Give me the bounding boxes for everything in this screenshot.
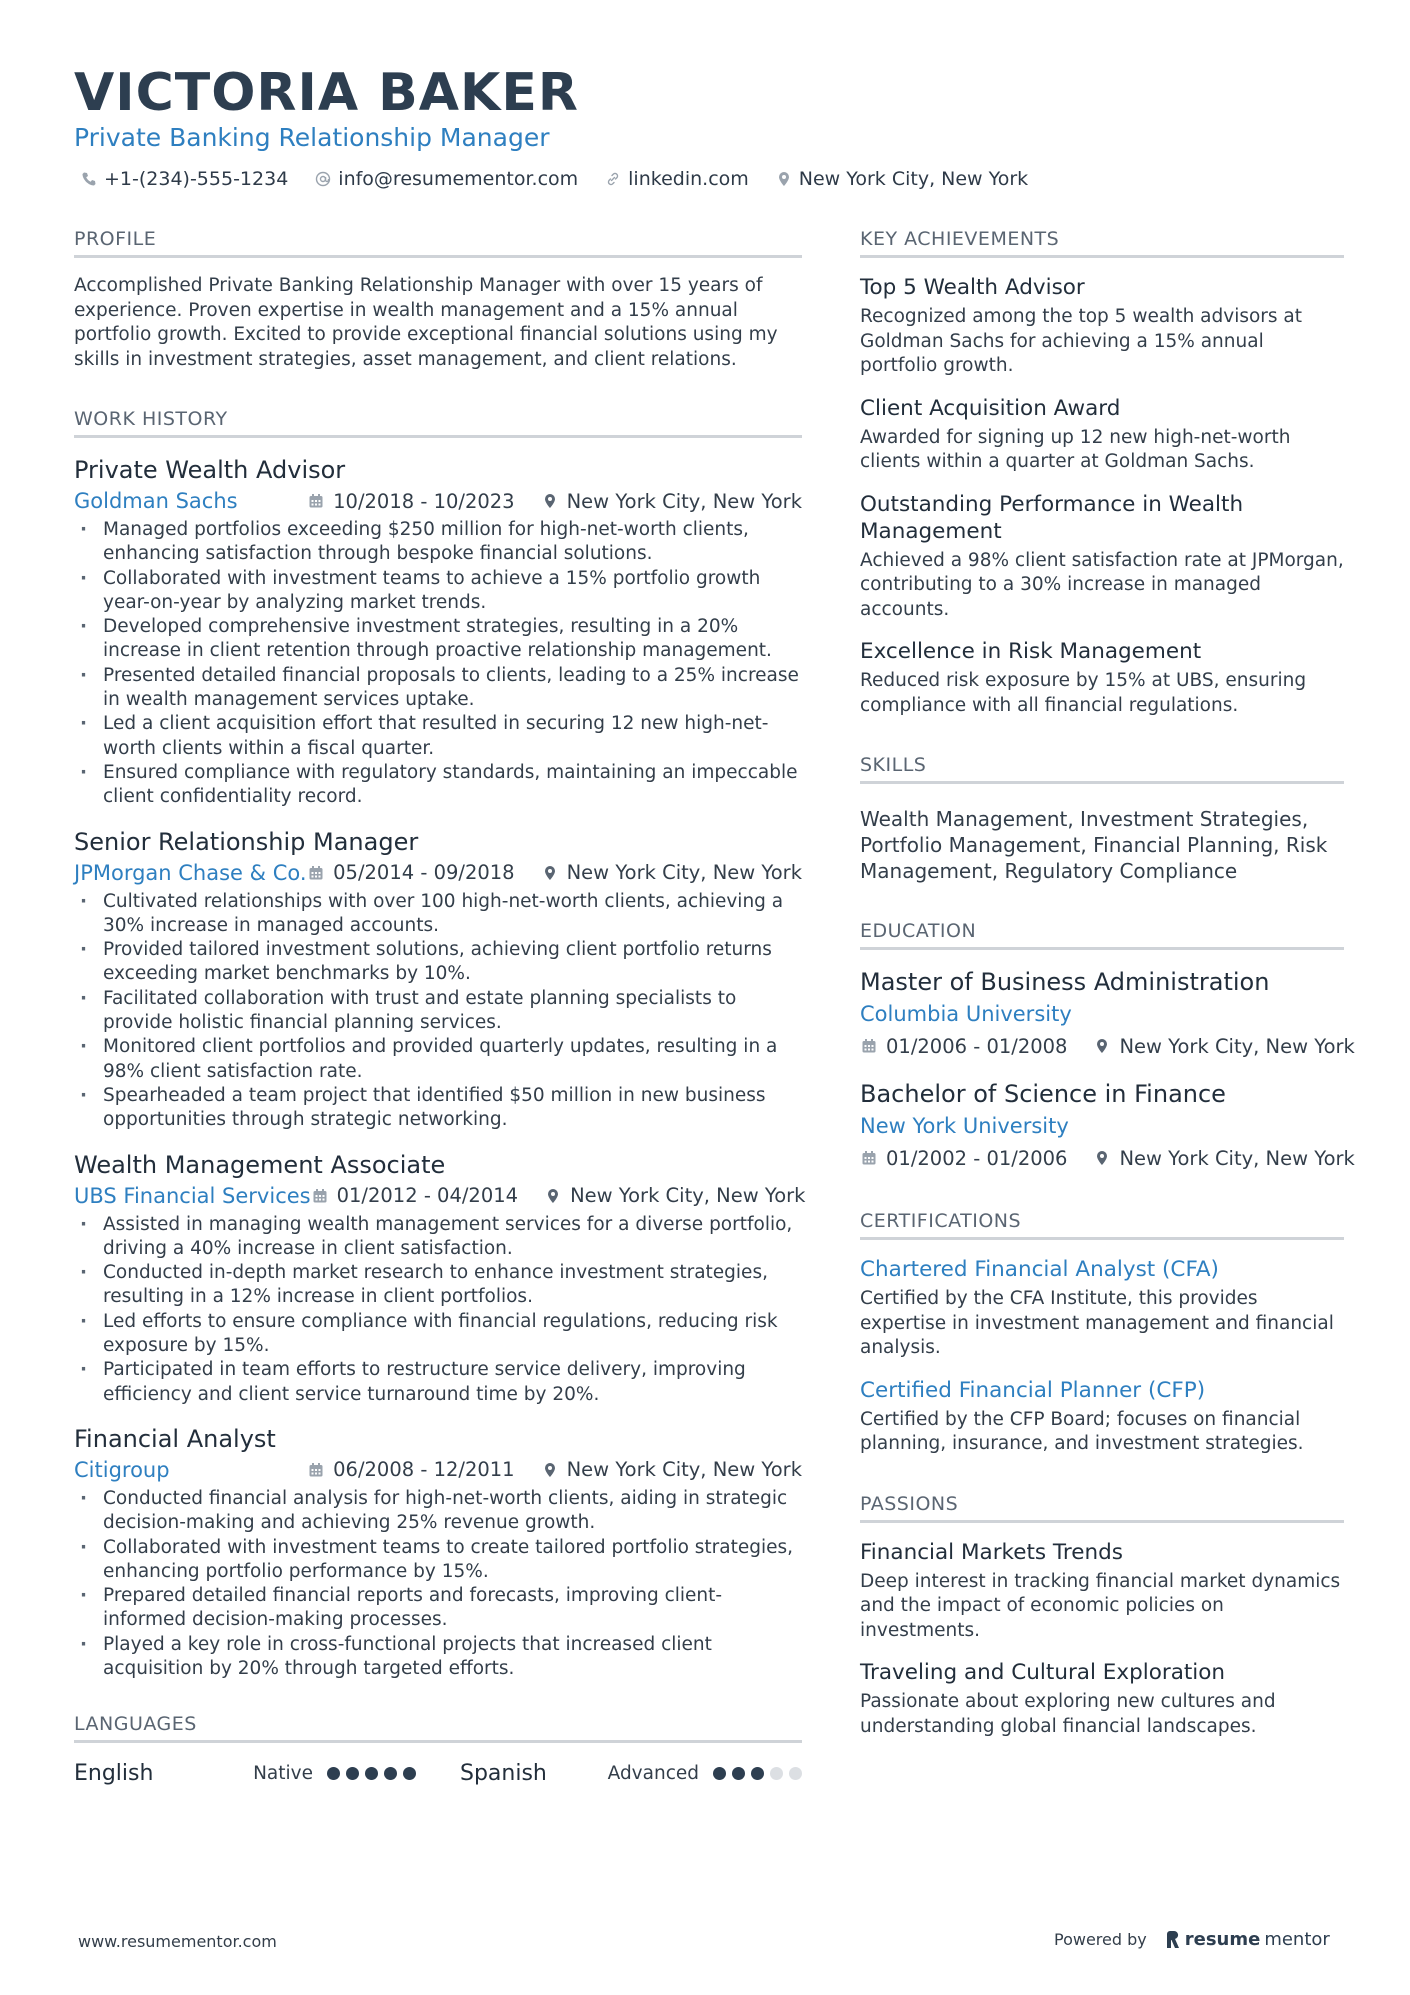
company-name[interactable]: Goldman Sachs — [74, 489, 238, 513]
education-list — [860, 966, 1355, 1174]
location-pin-icon — [541, 492, 559, 510]
job-bullets — [74, 518, 802, 810]
calendar-icon — [311, 1187, 329, 1205]
education-dates — [860, 1147, 1067, 1170]
job-bullet: · Collaborated with investment teams to create tailored portfolio strategies, enhancing portfolio performance by 15%. — [74, 1536, 802, 1585]
job-dates-text: 10/2018 - 10/2023 — [333, 489, 515, 513]
passion-desc: Passionate about exploring new cultures and understanding global financial landscapes. — [860, 1691, 1276, 1737]
contact-email — [314, 168, 578, 190]
rating-dot-filled — [751, 1767, 764, 1780]
achievement-item — [860, 274, 1344, 379]
achievement-list — [860, 274, 1344, 718]
contact-bar — [80, 168, 1028, 190]
job-meta — [74, 858, 802, 888]
at-icon — [314, 170, 332, 188]
location-pin-icon — [1093, 1037, 1111, 1055]
section-title: EDUCATION — [860, 918, 1344, 950]
certification-desc: Certified by the CFA Institute, this provides expertise in investment management and financial analysis. — [860, 1288, 1334, 1358]
candidate-role: Private Banking Relationship Manager — [74, 123, 550, 152]
language-list — [74, 1757, 802, 1789]
company-name[interactable]: Citigroup — [74, 1457, 170, 1482]
language-name: Spanish — [460, 1760, 547, 1786]
achievement-item — [860, 638, 1344, 718]
rating-dot-filled — [384, 1767, 397, 1780]
job-dates-text: 06/2008 - 12/2011 — [333, 1458, 515, 1482]
education-school[interactable]: Columbia University — [860, 1002, 1072, 1026]
achievement-title: Outstanding Performance in Wealth Management — [860, 491, 1244, 544]
phone-icon — [80, 170, 98, 188]
profile-section — [74, 226, 802, 372]
job-dates — [307, 861, 514, 884]
job-bullet: · Led efforts to ensure compliance with financial regulations, reducing risk exposure by 15%. — [74, 1310, 802, 1359]
section-title: WORK HISTORY — [74, 406, 802, 438]
brand-bold: resume — [1184, 1929, 1261, 1950]
education-location — [1093, 1035, 1354, 1058]
rating-dot-empty — [770, 1767, 783, 1780]
job-bullet: · Managed portfolios exceeding $250 million for high-net-worth clients, enhancing satisfaction through bespoke financial solutions. — [74, 518, 802, 567]
job-bullet: · Conducted financial analysis for high-net-worth clients, aiding in strategic decision-making and achieving 25% revenue growth. — [74, 1487, 802, 1536]
certification-item — [860, 1256, 1344, 1361]
linkedin-text[interactable]: linkedin.com — [628, 168, 749, 190]
location-pin-icon — [1093, 1149, 1111, 1167]
link-icon — [604, 170, 622, 188]
job-dates-text: 05/2014 - 09/2018 — [333, 861, 515, 885]
skills-text: Wealth Management, Investment Strategies, Portfolio Management, Financial Planning, Risk Management, Regulatory Compliance — [860, 807, 1328, 883]
section-title: CERTIFICATIONS — [860, 1208, 1344, 1240]
calendar-icon — [307, 864, 325, 882]
education-dates-text: 01/2006 - 01/2008 — [886, 1034, 1068, 1058]
job-title: Senior Relationship Manager — [74, 827, 419, 856]
job-bullet: · Monitored client portfolios and provided quarterly updates, resulting in a 98% client satisfaction rate. — [74, 1035, 802, 1084]
job-bullet: · Spearheaded a team project that identified $50 million in new business opportunities through strategic networking. — [74, 1084, 802, 1133]
profile-text: Accomplished Private Banking Relationship Manager with over 15 years of experience. Proven expertise in wealth management and a 15% annual portfolio growth. Excited to provide exceptional financial solutions using my skills in investment strategies, asset management, and client relations. — [74, 275, 778, 370]
passion-desc: Deep interest in tracking financial market dynamics and the impact of economic policies on investments. — [860, 1570, 1341, 1641]
job-bullet: · Prepared detailed financial reports and forecasts, improving client-informed decision-making processes. — [74, 1584, 802, 1633]
achievement-title: Top 5 Wealth Advisor — [860, 275, 1085, 300]
job-bullet: · Conducted in-depth market research to enhance investment strategies, resulting in a 12% increase in client portfolios. — [74, 1261, 802, 1310]
achievement-item — [860, 395, 1344, 475]
rating-dot-filled — [365, 1767, 378, 1780]
rating-dot-filled — [327, 1767, 340, 1780]
job-bullet: · Participated in team efforts to restructure service delivery, improving efficiency and client service turnaround time by 20%. — [74, 1358, 802, 1407]
job-dates — [311, 1184, 518, 1207]
location-pin-icon — [541, 1461, 559, 1479]
job-location — [541, 490, 802, 513]
achievement-title: Client Acquisition Award — [860, 395, 1121, 421]
company-name[interactable]: JPMorgan Chase & Co. — [74, 860, 307, 885]
section-title: PROFILE — [74, 226, 802, 258]
work-section — [74, 406, 806, 1681]
email-text[interactable]: info@resumementor.com — [338, 168, 579, 190]
phone-text[interactable]: +1-(234)-555-1234 — [104, 168, 289, 190]
job-bullet: · Ensured compliance with regulatory standards, maintaining an impeccable client confidentiality record. — [74, 761, 802, 810]
rating-dot-filled — [403, 1767, 416, 1780]
certification-list — [860, 1256, 1344, 1457]
job-bullet: · Played a key role in cross-functional projects that increased client acquisition by 20% through targeted efforts. — [74, 1633, 802, 1682]
powered-by-text: Powered by — [1054, 1930, 1147, 1949]
location-pin-icon — [775, 170, 793, 188]
job-dates — [307, 490, 514, 513]
section-title: LANGUAGES — [74, 1711, 802, 1743]
brand-logo[interactable] — [1165, 1929, 1330, 1950]
language-level: Advanced — [607, 1762, 699, 1784]
passions-section — [860, 1491, 1344, 1740]
certification-title[interactable]: Certified Financial Planner (CFP) — [860, 1377, 1206, 1403]
education-location — [1093, 1147, 1354, 1170]
job-meta-right — [307, 490, 802, 513]
certification-title[interactable]: Chartered Financial Analyst (CFA) — [860, 1257, 1219, 1282]
education-meta — [860, 1030, 1355, 1062]
languages-section — [74, 1711, 802, 1789]
job-bullets — [74, 1213, 802, 1407]
job-bullet: · Provided tailored investment solutions, achieving client portfolio returns exceeding market benchmarks by 10%. — [74, 938, 802, 987]
job-meta-right — [311, 1184, 806, 1207]
achievement-desc: Recognized among the top 5 wealth advisors at Goldman Sachs for achieving a 15% annual portfolio growth. — [860, 306, 1303, 376]
education-location-text: New York City, New York — [1119, 1146, 1355, 1170]
passion-title: Traveling and Cultural Exploration — [860, 1660, 1226, 1685]
education-section — [860, 918, 1355, 1174]
education-dates-text: 01/2002 - 01/2006 — [886, 1146, 1068, 1170]
job-bullet: · Led a client acquisition effort that resulted in securing 12 new high-net-worth clients within a fiscal quarter. — [74, 712, 802, 761]
job-location — [544, 1184, 805, 1207]
language-rating — [327, 1767, 416, 1780]
job-title: Private Wealth Advisor — [74, 456, 346, 484]
job-location — [541, 861, 802, 884]
candidate-name: VICTORIA BAKER — [74, 63, 579, 123]
contact-phone — [80, 168, 288, 190]
contact-linkedin — [604, 168, 749, 190]
job-entry — [74, 1423, 802, 1681]
job-meta — [74, 1181, 806, 1211]
job-meta — [74, 486, 802, 516]
achievement-desc: Awarded for signing up 12 new high-net-worth clients within a quarter at Goldman Sachs. — [860, 426, 1291, 472]
certification-item — [860, 1377, 1344, 1457]
certifications-section — [860, 1208, 1344, 1457]
section-title: KEY ACHIEVEMENTS — [860, 226, 1344, 258]
job-bullets — [74, 890, 802, 1133]
company-name[interactable]: UBS Financial Services — [74, 1183, 311, 1208]
section-title: SKILLS — [860, 752, 1344, 784]
achievement-desc: Achieved a 98% client satisfaction rate at JPMorgan, contributing to a 30% increase in managed accounts. — [860, 549, 1344, 620]
language-rating — [713, 1767, 802, 1780]
passion-item — [860, 1659, 1344, 1739]
certification-desc: Certified by the CFP Board; focuses on financial planning, insurance, and investment strategies. — [860, 1408, 1304, 1454]
education-school[interactable]: New York University — [860, 1114, 1069, 1138]
calendar-icon — [860, 1149, 878, 1167]
job-bullets — [74, 1487, 802, 1681]
footer-website[interactable]: www.resumementor.com — [78, 1932, 277, 1951]
passion-item — [860, 1539, 1344, 1644]
calendar-icon — [307, 1461, 325, 1479]
passion-title: Financial Markets Trends — [860, 1539, 1123, 1565]
education-degree: Master of Business Administration — [860, 968, 1270, 996]
job-list — [74, 454, 806, 1681]
job-dates-text: 01/2012 - 04/2014 — [336, 1184, 519, 1208]
education-meta — [860, 1142, 1355, 1174]
job-location-text: New York City, New York — [566, 1458, 802, 1482]
job-meta — [74, 1455, 802, 1485]
rating-dot-filled — [346, 1767, 359, 1780]
section-title: PASSIONS — [860, 1491, 1344, 1523]
education-item — [860, 966, 1355, 1062]
brand-mark-icon — [1165, 1930, 1181, 1950]
calendar-icon — [307, 492, 325, 510]
achievement-item — [860, 491, 1344, 623]
job-location — [541, 1458, 802, 1481]
passion-list — [860, 1539, 1344, 1740]
job-bullet: · Cultivated relationships with over 100 high-net-worth clients, achieving a 30% increase in managed accounts. — [74, 890, 802, 939]
contact-location — [775, 168, 1028, 190]
brand-rest: mentor — [1264, 1929, 1330, 1950]
location-pin-icon — [544, 1187, 562, 1205]
job-location-text: New York City, New York — [566, 489, 802, 513]
left-column — [74, 226, 806, 1823]
job-bullet: · Collaborated with investment teams to achieve a 15% portfolio growth year-on-year by analyzing market trends. — [74, 567, 802, 616]
job-bullet: · Facilitated collaboration with trust and estate planning specialists to provide holistic financial planning services. — [74, 987, 802, 1036]
education-location-text: New York City, New York — [1119, 1034, 1355, 1058]
job-entry — [74, 826, 802, 1133]
job-location-text: New York City, New York — [570, 1184, 806, 1208]
calendar-icon — [860, 1037, 878, 1055]
language-name: English — [74, 1760, 154, 1786]
language-item — [74, 1761, 416, 1786]
rating-dot-empty — [789, 1767, 802, 1780]
right-column — [860, 226, 1355, 1773]
job-bullet: · Assisted in managing wealth management services for a diverse portfolio, driving a 40% increase in client satisfaction. — [74, 1213, 802, 1262]
location-text: New York City, New York — [798, 168, 1029, 190]
skills-section — [860, 752, 1344, 884]
job-entry — [74, 1149, 806, 1407]
job-location-text: New York City, New York — [566, 861, 802, 885]
language-item — [460, 1761, 802, 1786]
location-pin-icon — [541, 864, 559, 882]
job-entry — [74, 454, 802, 810]
footer-powered — [1054, 1929, 1330, 1950]
language-level: Native — [253, 1762, 313, 1784]
education-item — [860, 1078, 1355, 1174]
rating-dot-filled — [732, 1767, 745, 1780]
job-title: Wealth Management Associate — [74, 1150, 446, 1179]
education-degree: Bachelor of Science in Finance — [860, 1080, 1226, 1108]
rating-dot-filled — [713, 1767, 726, 1780]
achievement-desc: Reduced risk exposure by 15% at UBS, ensuring compliance with all financial regulations. — [860, 670, 1307, 716]
job-meta-right — [307, 861, 802, 884]
job-meta-right — [307, 1458, 802, 1481]
job-bullet: · Presented detailed financial proposals to clients, leading to a 25% increase in wealth management services uptake. — [74, 664, 802, 713]
achievement-title: Excellence in Risk Management — [860, 639, 1202, 664]
job-bullet: · Developed comprehensive investment strategies, resulting in a 20% increase in client retention through proactive relationship management. — [74, 615, 802, 664]
job-title: Financial Analyst — [74, 1424, 276, 1453]
achievements-section — [860, 226, 1344, 718]
education-dates — [860, 1035, 1067, 1058]
job-dates — [307, 1458, 514, 1481]
